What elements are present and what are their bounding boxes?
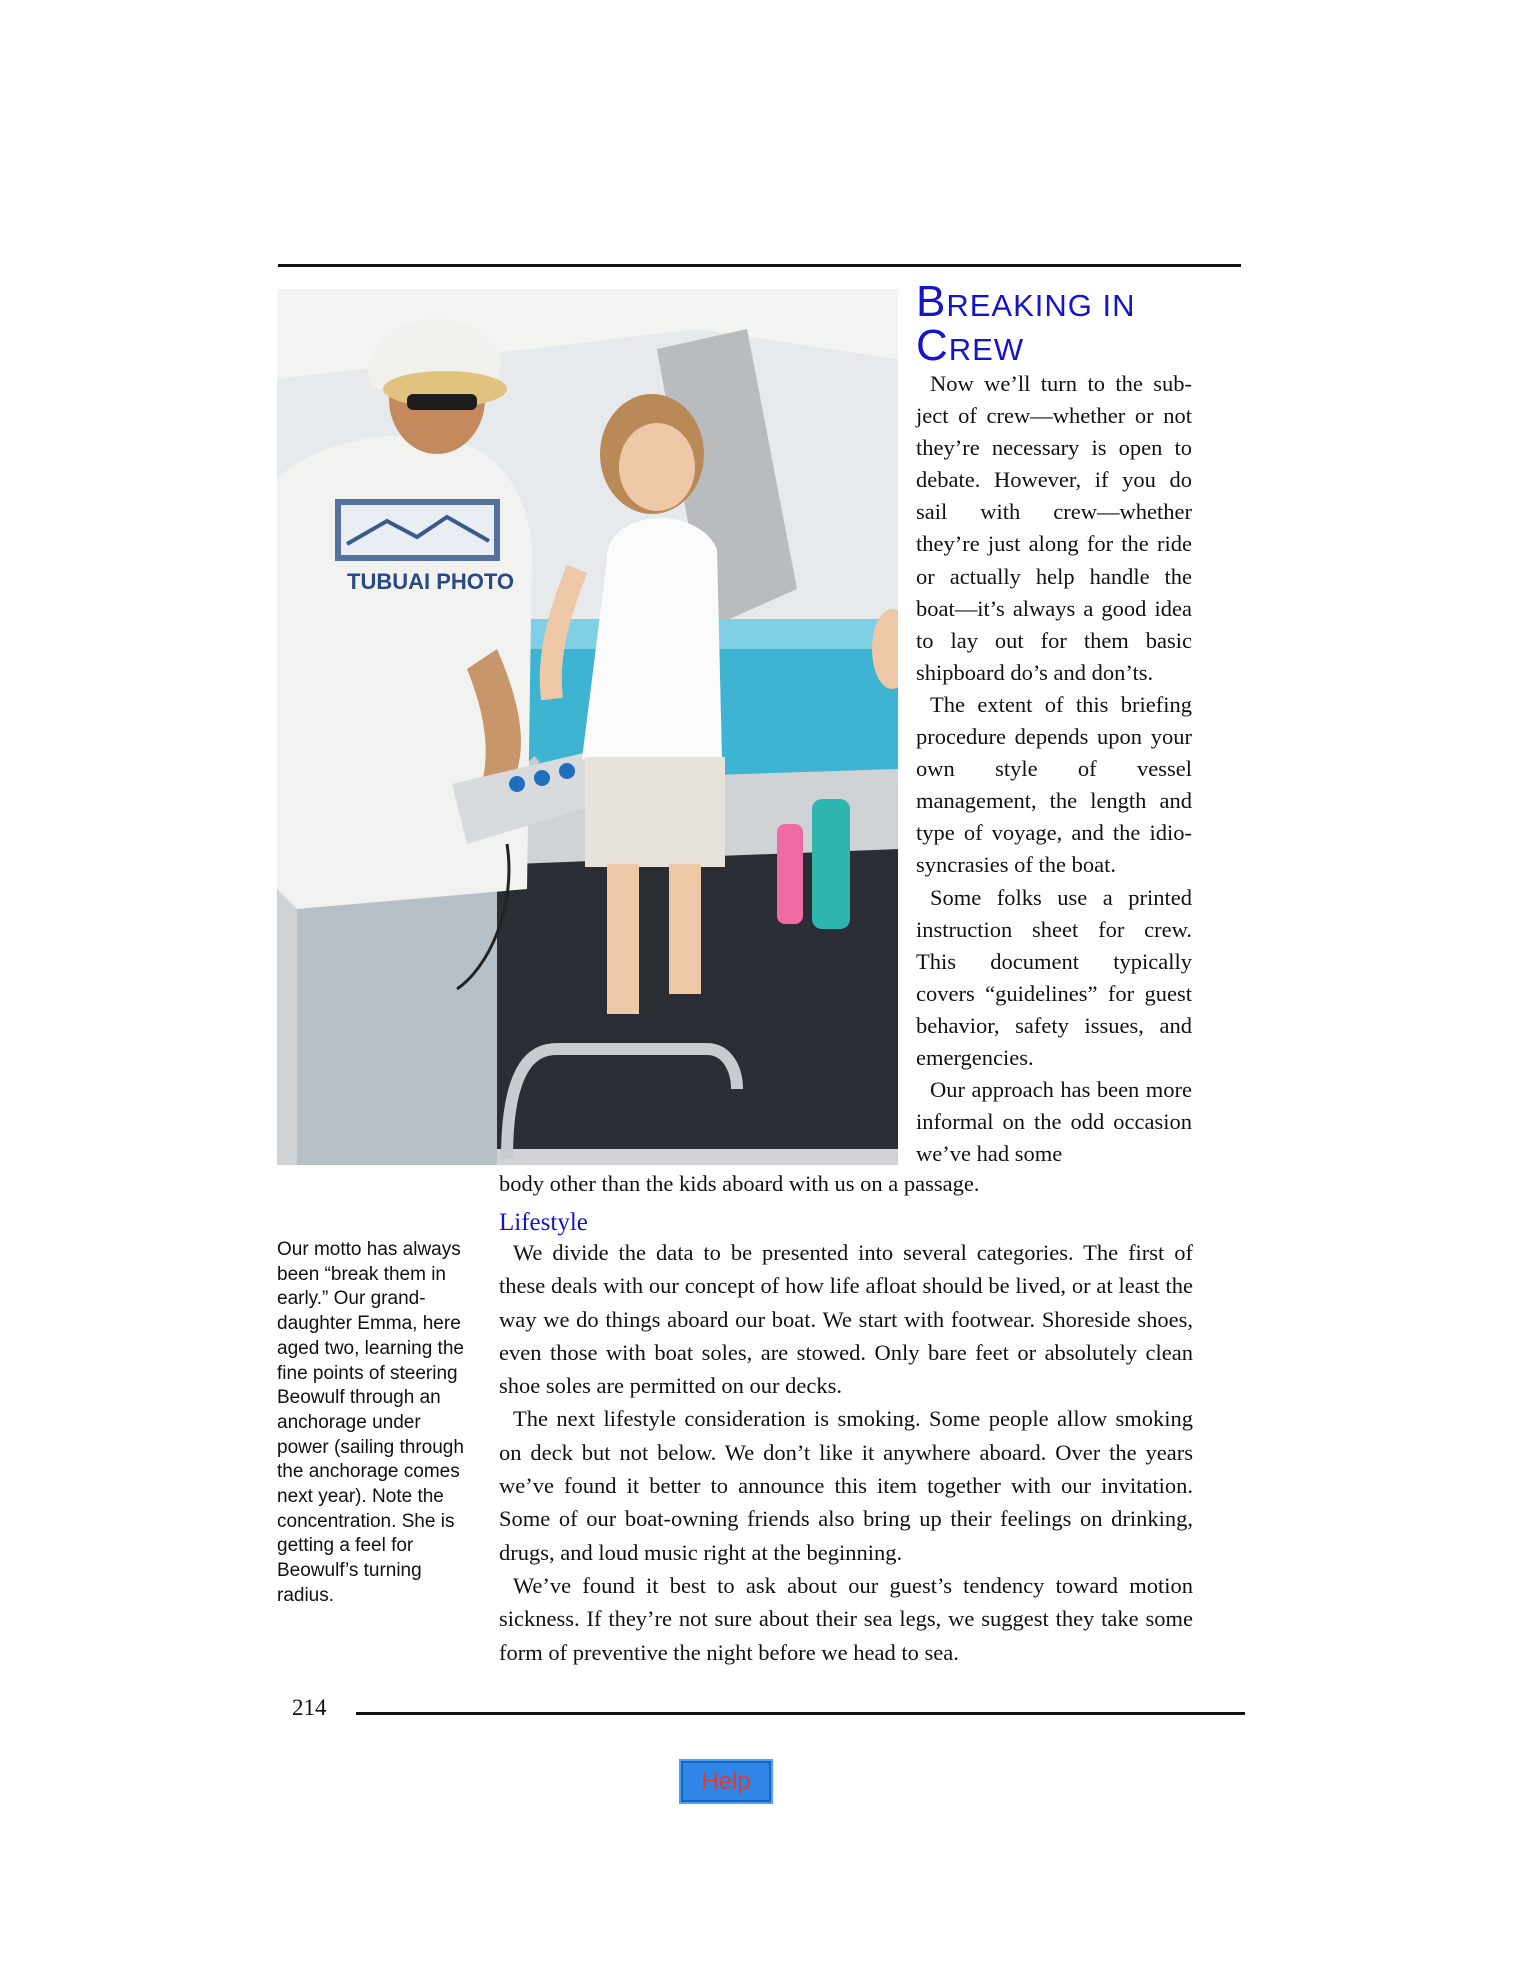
shirt-print: TUBUAI PHOTO [347,569,515,594]
lifestyle-paragraph: The next lifestyle consideration is smoking. Some people allow smoking on deck but not below. We don’t like it anywhere aboard. Over the years we’ve found it better to announce this item together with our invitation. Some of our boat-owning friends also bring up their feelings on drinking, drugs, and loud music right at the beginning. [499,1406,1193,1565]
photo-grandfather-and-granddaughter [277,289,898,1165]
intro-paragraph: Some folks use a printed instruction sheet for crew. This document typically covers “guidelines” for guest behavior, safety issues, and emergencies. [916,884,1192,1070]
heading-line2-rest: REW [948,332,1025,367]
intro-column [916,368,1192,1170]
lifestyle-paragraph: We’ve found it best to ask about our guest’s tendency toward motion sickness. If they’re not sure about their sea legs, we suggest they take some form of preventive the night before we head to sea. [499,1572,1193,1665]
heading-line1-rest: REAKING IN [946,288,1136,323]
section-heading [916,277,1246,370]
photo-illustration [277,289,898,1165]
photo-caption: Our motto has always been “break them in early.” Our granddaughter Emma, here aged two, learning the fine points of steering Beowulf through an anchorage under power (sailing through the anchorage comes next year). Note the concentration. She is getting a feel for Beowulf’s turning radius. [277,1239,464,1606]
bottom-rule [356,1712,1245,1715]
page-number: 214 [292,1695,327,1720]
intro-continuation: body other than the kids aboard with us on a passage. [499,1171,980,1196]
lifestyle-subhead: Lifestyle [499,1209,588,1236]
help-button[interactable]: Help [679,1759,773,1804]
heading-initial-c: C [916,321,949,370]
intro-paragraph: Now we’ll turn to the subject of crew—whether or not they’re necessary is open to debate. However, if you do sail with crew—whether they’re just along for the ride or actually help handle the boat—it’s always a good idea to lay out for them basic shipboard do’s and don’ts. [916,371,1192,685]
lifestyle-column [499,1236,1193,1669]
lifestyle-paragraph: We divide the data to be presented into several categories. The first of these deals with our concept of how life afloat should be lived, or at least the way we do things aboard our boat. We start with footwear. Shoreside shoes, even those with boat soles, are stowed. Only bare feet or absolutely clean shoe soles are permitted on our decks. [499,1240,1193,1399]
top-rule [278,264,1241,267]
intro-paragraph: Our approach has been more informal on the odd occasion we’ve had some [916,1077,1192,1167]
heading-initial-b: B [916,277,947,326]
intro-paragraph: The extent of this briefing procedure depends upon your own style of vessel management, the length and type of voyage, and the idiosyncrasies of the boat. [916,691,1192,878]
